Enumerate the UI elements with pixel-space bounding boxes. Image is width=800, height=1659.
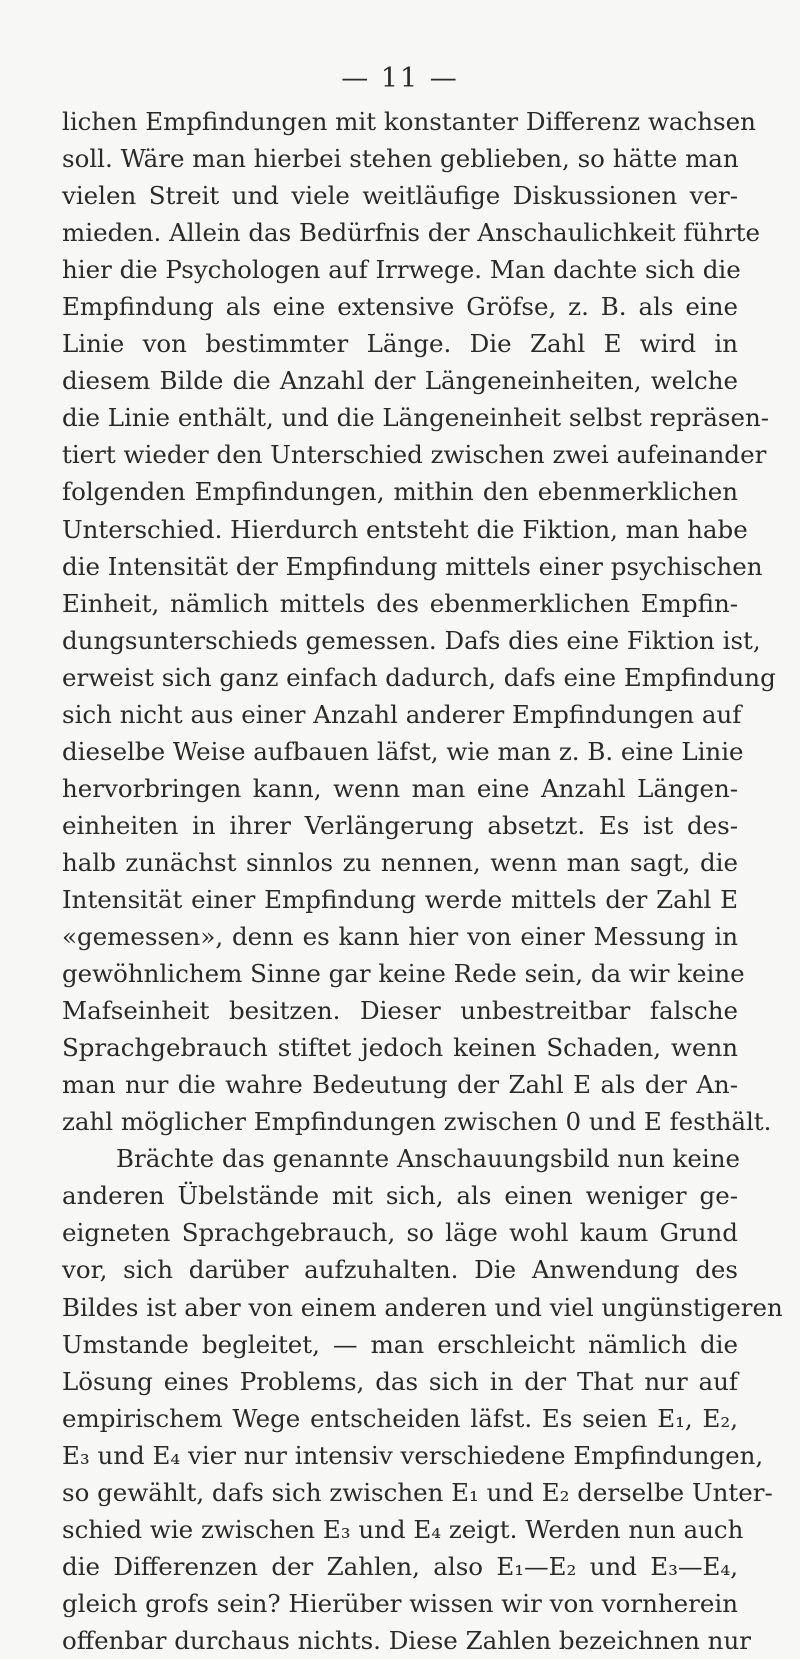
text-line: Umstande begleitet, — man erschleicht nämlich die [62,1329,738,1359]
text-line: tiert wieder den Unterschied zwischen zwei aufeinander [62,440,767,470]
text-line: so gewählt, dafs sich zwischen E₁ und E₂ derselbe Unter- [62,1477,773,1507]
text-line: vor, sich darüber aufzuhalten. Die Anwendung des [62,1255,738,1285]
text-line: empirischem Wege entscheiden läfst. Es seien E₁, E₂, [62,1403,738,1433]
text-line: Intensität einer Empfindung werde mittels der Zahl E [62,884,738,914]
text-line: Einheit, nämlich mittels des ebenmerklichen Empfin- [62,588,738,618]
text-line: Bildes ist aber von einem anderen und viel ungünstigeren [62,1292,783,1322]
text-line: folgenden Empfindungen, mithin den ebenmerklichen [62,477,738,507]
text-line: «gemessen», denn es kann hier von einer Messung in [62,922,738,952]
text-line: vielen Streit und viele weitläufige Diskussionen ver- [62,181,738,211]
text-line: dieselbe Weise aufbauen läfst, wie man z. B. eine Linie [62,736,744,766]
text-line: Brächte das genannte Anschauungsbild nun keine [116,1144,741,1174]
text-line: erweist sich ganz einfach dadurch, dafs eine Empfindung [62,662,776,692]
text-line: schied wie zwischen E₃ und E₄ zeigt. Werden nun auch [62,1514,744,1544]
text-line: diesem Bilde die Anzahl der Längeneinheiten, welche [62,366,738,396]
body-text [62,103,783,1659]
text-line: dungsunterschieds gemessen. Dafs dies eine Fiktion ist, [62,625,761,655]
text-line: einheiten in ihrer Verlängerung absetzt. Es ist des- [62,810,738,840]
text-line: mieden. Allein das Bedürfnis der Anschaulichkeit führte [62,218,761,248]
text-line: Sprachgebrauch stiftet jedoch keinen Schaden, wenn [62,1033,738,1063]
text-line: die Differenzen der Zahlen, also E₁—E₂ und E₃—E₄, [62,1551,738,1581]
text-line: man nur die wahre Bedeutung der Zahl E als der An- [62,1070,738,1100]
text-line: zahl möglicher Empfindungen zwischen 0 und E festhält. [62,1107,772,1137]
text-line: gleich grofs sein? Hierüber wissen wir von vornherein [62,1588,738,1618]
text-line: halb zunächst sinnlos zu nennen, wenn man sagt, die [62,847,738,877]
text-line: Empfindung als eine extensive Gröfse, z. B. als eine [62,292,738,322]
text-line: lichen Empfindungen mit konstanter Differenz wachsen [62,107,756,136]
text-line: offenbar durchaus nichts. Diese Zahlen bezeichnen nur [62,1625,751,1655]
text-line: die Intensität der Empfindung mittels einer psychischen [62,551,763,581]
text-line: Mafseinheit besitzen. Dieser unbestreitbar falsche [62,996,738,1026]
text-line: Unterschied. Hierdurch entsteht die Fiktion, man habe [62,514,748,544]
text-line: die Linie enthält, und die Längeneinheit selbst repräsen- [62,403,770,433]
text-line: hervorbringen kann, wenn man eine Anzahl Längen- [62,773,738,803]
page-number: — 11 — [341,63,459,94]
text-line: Lösung eines Problems, das sich in der That nur auf [62,1366,738,1396]
text-line: E₃ und E₄ vier nur intensiv verschiedene Empfindungen, [62,1440,764,1470]
text-line: eigneten Sprachgebrauch, so läge wohl kaum Grund [62,1218,738,1248]
text-line: Linie von bestimmter Länge. Die Zahl E wird in [62,329,738,359]
text-line: hier die Psychologen auf Irrwege. Man dachte sich die [62,255,741,285]
text-line: soll. Wäre man hierbei stehen geblieben, so hätte man [62,144,739,174]
text-line: gewöhnlichem Sinne gar keine Rede sein, da wir keine [62,959,745,989]
text-line: sich nicht aus einer Anzahl anderer Empfindungen auf [62,699,742,729]
text-line: anderen Übelstände mit sich, als einen weniger ge- [62,1181,738,1211]
